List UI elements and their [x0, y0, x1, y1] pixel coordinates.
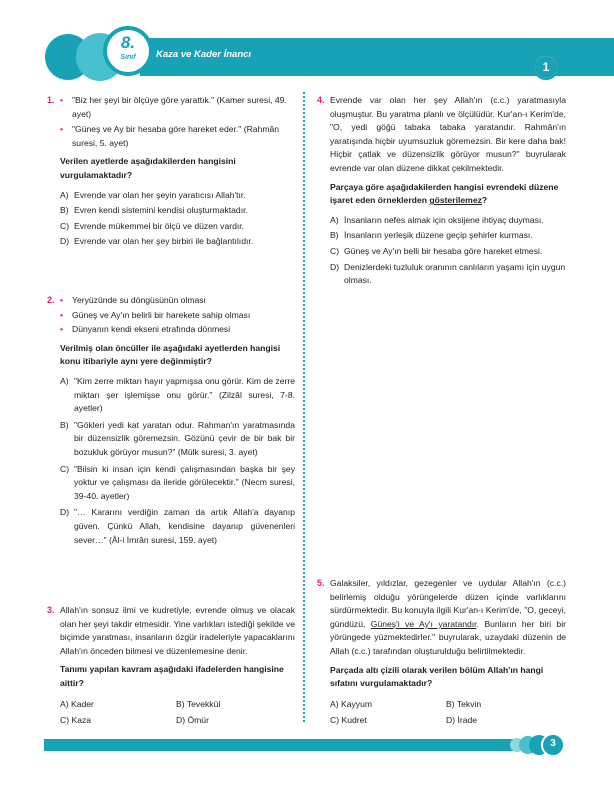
- grade-number: 8.: [120, 33, 136, 52]
- question-2: [47, 294, 295, 547]
- option-c[interactable]: C) Kaza: [60, 714, 92, 725]
- bullet-icon: •: [60, 324, 64, 335]
- question-number: 5.: [317, 578, 325, 588]
- premise-text: Güneş ve Ay'ın belirli bir harekete sahip olması: [72, 309, 251, 320]
- premise-item: [60, 123, 295, 150]
- option-d[interactable]: D) Ömür: [176, 714, 209, 725]
- option-c[interactable]: C) Güneş ve Ay'ın belli bir hesaba göre hareket etmesi.: [330, 245, 543, 256]
- question-stem: Verilmiş olan öncüller ile aşağıdaki ayetlerden hangisi konu itibariyle aynı yere değinmiştir?: [60, 342, 281, 367]
- bullet-icon: •: [60, 95, 64, 105]
- question-stem: Verilen ayetlerde aşağıdakilerden hangisini vurgulamaktadır?: [60, 156, 236, 180]
- option-d[interactable]: D) Evrende var olan her şey birbiri ile bağlantılıdır.: [60, 236, 254, 247]
- option-d[interactable]: D) "… Kararını verdiğin zaman da artık Allah'a dayanıp güven. Çünkü Allah, kendisine dayanıp güvenenleri sever…" (Âl-i İmrân suresi, 159. ayet): [60, 507, 295, 545]
- question-5: [317, 577, 566, 728]
- question-number: 2.: [47, 295, 55, 305]
- grade-label: Sınıf: [120, 54, 136, 61]
- premise-item: [60, 309, 295, 323]
- options-row: [60, 714, 295, 728]
- question-number: 3.: [47, 605, 55, 615]
- premise-item: [60, 323, 295, 337]
- premise-text: Dünyanın kendi ekseni etrafında dönmesi: [72, 324, 231, 335]
- option-c[interactable]: C) Evrende mükemmel bir ölçü ve düzen vardır.: [60, 220, 245, 231]
- question-passage: Allah'ın sonsuz ilmi ve kudretiyle, evrende olmuş ve olacak olan her şeyi takdir etmesidir. Yine varlıkları istediği şekilde ve biçimde yaratması, insanların özgür iradeleriyle yapacaklarını Allah'ın önceden bilmesi ve düzenlemesine denir.: [60, 605, 296, 656]
- test-number: 1: [535, 56, 557, 78]
- question-3: [47, 604, 296, 728]
- option-c[interactable]: C) Kudret: [330, 714, 367, 725]
- underlined-word: gösterilemez: [429, 195, 482, 206]
- unit-title: Kaza ve Kader İnancı: [156, 49, 252, 60]
- option-a[interactable]: A) Kader: [60, 698, 94, 709]
- question-stem: Parçada altı çizili olarak verilen bölüm Allah'ın hangi sıfatını vurgulamaktadır?: [330, 664, 544, 689]
- question-passage: Galaksiler, yıldızlar, gezegenler ve uydular Allah'ın (c.c.) belirlemiş olduğu yörüngelerde düzen içinde varlıklarını sürdürmektedir. Bu konuyla ilgili Kur'an-ı Kerim'de, "O, geceyi, gündüzü, Güneş'i ve Ay'ı yaratandır. Bunların her biri bir yörüngede yüzmektedirler." buyrularak, uzaydaki düzenin de Allah (c.c.) tarafından oluşturulduğu belirtilmektedir.: [330, 578, 566, 656]
- question-passage: Evrende var olan her şey Allah'ın (c.c.) yaratmasıyla oluşmuştur. Bu yaratma planlı ve ölçülüdür. Kur'an-ı Kerim'de, "O, yedi göğü tabaka tabaka yaratandır. Rahmân'ın yaratışında hiçbir uyumsuzluk göremezsin. Bir kere daha bak! Hiçbir çatlak ve düzensizlik görüyor musun?" buyrularak evrende var olan düzene dikkat çekilmektedir.: [330, 95, 566, 173]
- option-b[interactable]: B) İnsanların yerleşik düzene geçip şehirler kurması.: [330, 230, 533, 241]
- premise-text: "Biz her şeyi bir ölçüye göre yarattık." (Kamer suresi, 49. ayet): [72, 95, 287, 119]
- option-c[interactable]: C) "Bilsin ki insan için kendi çalışmasından başka bir şey yoktur ve çalışması da ileride görülecektir." (Necm suresi, 39-40. ayetler): [60, 463, 295, 501]
- options-row: [60, 698, 295, 712]
- question-1: [47, 94, 295, 249]
- options-row: [330, 714, 566, 728]
- option-a[interactable]: A) İnsanların nefes almak için oksijene ihtiyaç duyması.: [330, 214, 544, 225]
- bullet-icon: •: [60, 309, 64, 320]
- option-d[interactable]: D) Denizlerdeki tuzluluk oranının canlıların yaşamı için uygun olması.: [330, 261, 566, 286]
- premise-item: [60, 294, 295, 308]
- underlined-phrase: Güneş'i ve Ay'ı yaratandır: [370, 618, 477, 629]
- question-4: [317, 94, 566, 288]
- premise-text: "Güneş ve Ay bir hesaba göre hareket eder." (Rahmân suresi, 5. ayet): [72, 124, 280, 148]
- page-number: 3: [550, 738, 556, 749]
- test-number-badge: [533, 54, 559, 80]
- option-b[interactable]: B) Tekvin: [446, 698, 482, 709]
- option-a[interactable]: A) Kayyum: [330, 698, 373, 709]
- options-row: [330, 698, 566, 712]
- premise-item: [60, 94, 295, 121]
- question-number: 1.: [47, 95, 55, 105]
- bullet-icon: •: [60, 295, 64, 305]
- question-stem: Parçaya göre aşağıdakilerden hangisi evrendeki düzene işaret eden örneklerden gösterilemez?: [330, 181, 559, 206]
- option-b[interactable]: B) "Gökleri yedi kat yaratan odur. Rahman'ın yaratmasında bir düzensizlik göremezsin. Gözünü çevir de bir bak bir bozukluk görüyor musun?" (Mülk suresi, 3. ayet): [60, 419, 295, 457]
- test-label: Test: [508, 63, 528, 74]
- option-a[interactable]: A) "Kim zerre miktarı hayır yapmışsa onu görür. Kim de zerre miktarı şer işlemişse onu görür." (Zilzâl suresi, 7-8. ayetler): [60, 375, 295, 414]
- premise-text: Yeryüzünde su döngüsünün olması: [72, 295, 206, 305]
- footer-bar: [44, 739, 514, 751]
- option-d[interactable]: D) İrade: [446, 714, 478, 725]
- option-b[interactable]: B) Tevekkül: [176, 698, 221, 709]
- question-number: 4.: [317, 95, 325, 105]
- question-stem: Tanımı yapılan kavram aşağıdaki ifadelerden hangisine aittir?: [60, 664, 284, 688]
- option-b[interactable]: B) Evren kendi sistemini kendisi oluşturmaktadır.: [60, 205, 248, 216]
- option-a[interactable]: A) Evrende var olan her şeyin yaratıcısı Allah'tır.: [60, 189, 246, 200]
- column-divider: [303, 92, 305, 722]
- bullet-icon: •: [60, 124, 64, 135]
